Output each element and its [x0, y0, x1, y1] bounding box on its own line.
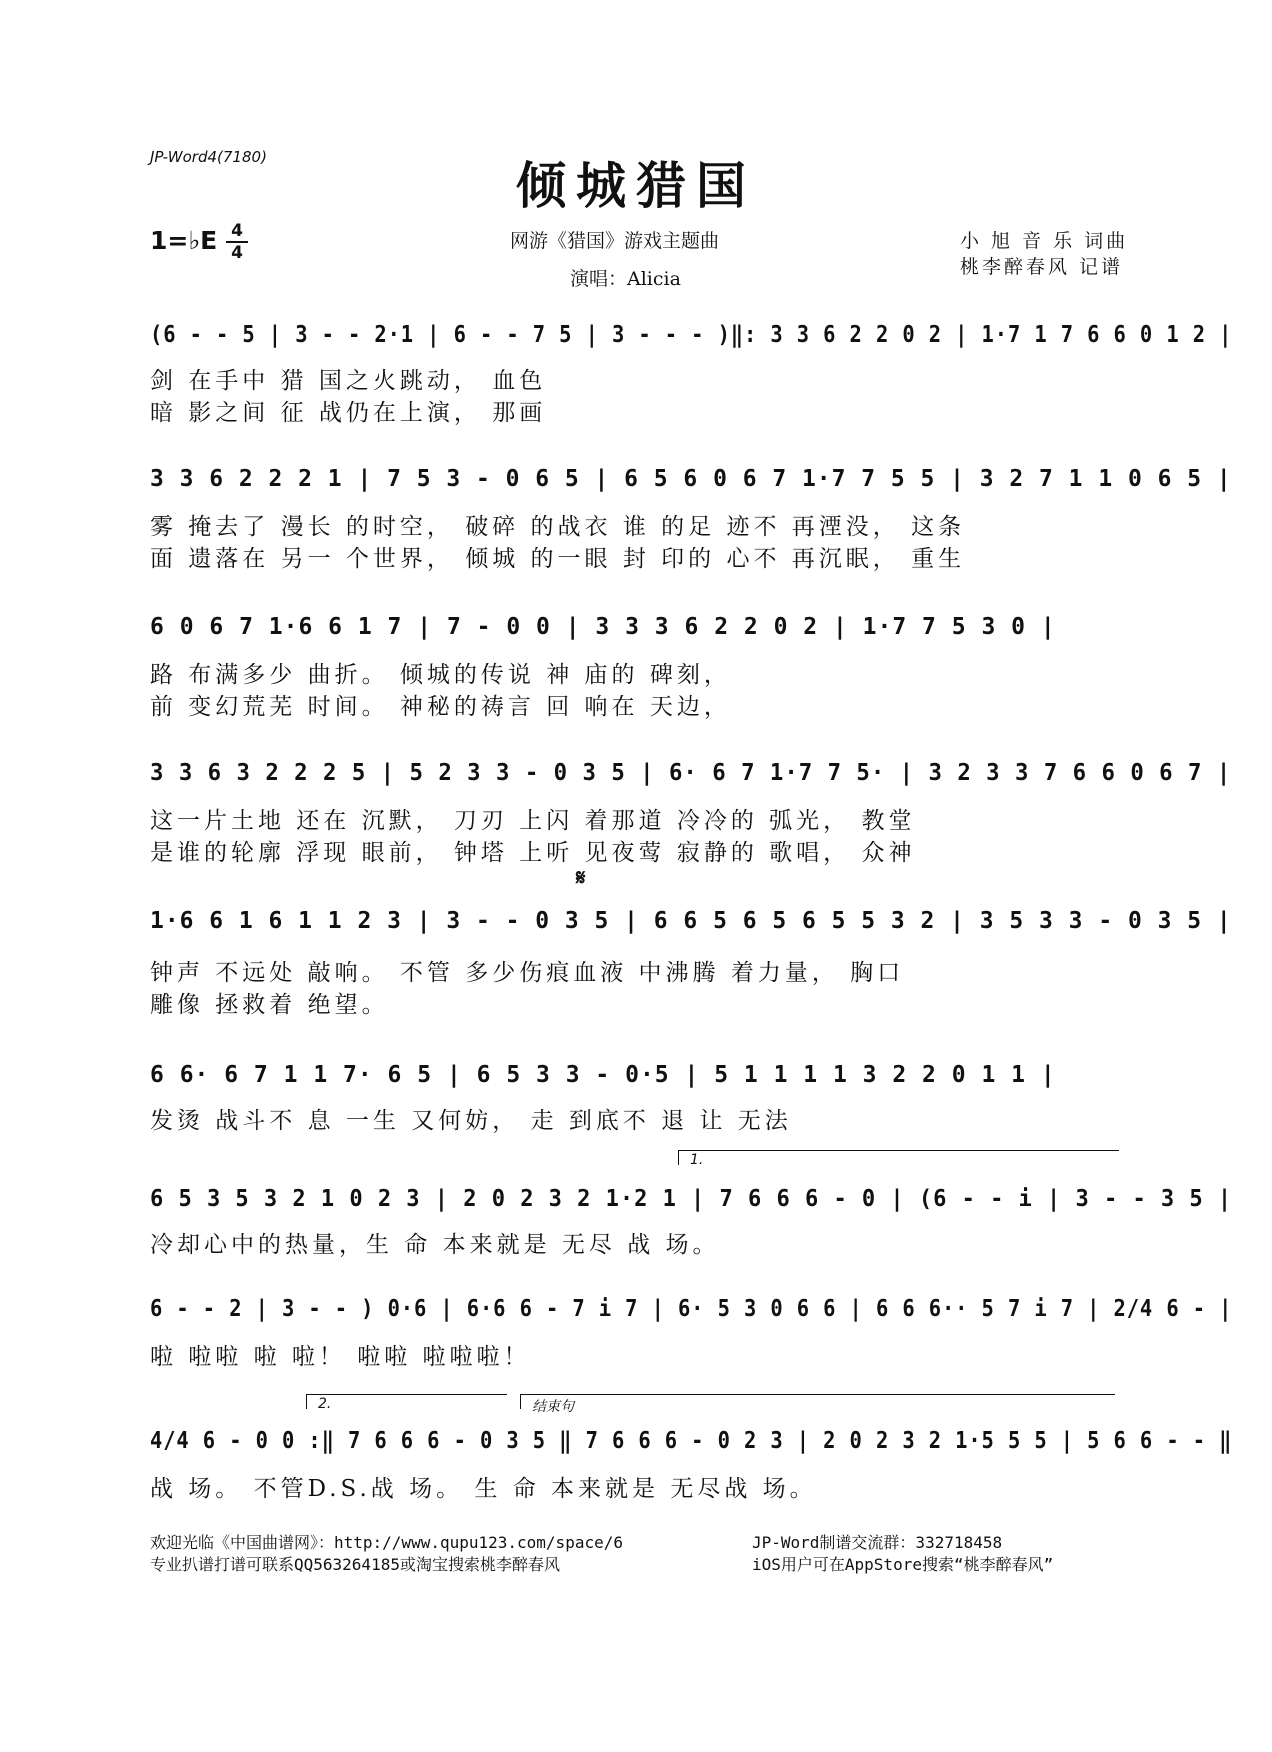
lyric-line-1b: 暗 影之间 征 战仍在上演， 那画 — [150, 400, 547, 426]
singer: 演唱：Alicia — [570, 268, 681, 290]
subtitle: 网游《猎国》游戏主题曲 — [510, 230, 720, 252]
staff-line-4: 3 3 6 3 2 2 2 5 | 5 2 3 3 - 0 3 5 | 6· 6 7 1·7 7 5· | 3 2 3 3 7 6 6 0 6 7 | — [150, 760, 1232, 786]
footer-ios: iOS用户可在AppStore搜索“桃李醉春风” — [752, 1555, 1054, 1574]
lyric-line-6a: 发烫 战斗不 息 一生 又何妨， 走 到底不 退 让 无法 — [150, 1108, 792, 1134]
key-signature: 1=♭E — [150, 226, 218, 255]
lyric-line-1a: 剑 在手中 猎 国之火跳动， 血色 — [150, 368, 547, 394]
lyric-line-4a: 这一片土地 还在 沉默， 刀刃 上闪 着那道 冷冷的 弧光， 教堂 — [150, 808, 916, 834]
coda-bracket — [520, 1394, 1115, 1409]
coda-label: 结束句 — [532, 1399, 574, 1415]
source-label: JP-Word4(7180) — [150, 148, 267, 166]
time-signature: 4 4 — [226, 222, 248, 262]
footer-site: 欢迎光临《中国曲谱网》：http://www.qupu123.com/space/6 — [150, 1533, 623, 1552]
staff-line-8: 6 - - 2 | 3 - - ) 0·6 | 6·6 6 - 7 i 7 | 6· 5 3 0 6 6 | 6 6 6·· 5 7 i 7 | 2/4 6 - | — [150, 1296, 1233, 1322]
lyric-line-2b: 面 遗落在 另一 个世界， 倾城 的一眼 封 印的 心不 再沉眠， 重生 — [150, 546, 966, 572]
staff-line-2: 3 3 6 2 2 2 1 | 7 5 3 - 0 6 5 | 6 5 6 0 6 7 1·7 7 5 5 | 3 2 7 1 1 0 6 5 | — [150, 466, 1232, 492]
segno-icon: 𝄋 — [576, 866, 586, 891]
first-ending-label: 1. — [690, 1152, 704, 1168]
footer-contact: 专业扒谱打谱可联系QQ563264185或淘宝搜索桃李醉春风 — [150, 1555, 560, 1574]
second-ending-bracket — [306, 1394, 507, 1409]
lyric-line-4b: 是谁的轮廓 浮现 眼前， 钟塔 上听 见夜莺 寂静的 歌唱， 众神 — [150, 840, 916, 866]
staff-line-9: 4/4 6 - 0 0 :‖ 7 6 6 6 - 0 3 5 ‖ 7 6 6 6 - 0 2 3 | 2 0 2 3 2 1·5 5 5 | 5 6 6 - - ‖ — [150, 1428, 1233, 1454]
lyric-line-8a: 啦 啦啦 啦 啦！ 啦啦 啦啦啦！ — [150, 1344, 531, 1370]
staff-line-6: 6 6· 6 7 1 1 7· 6 5 | 6 5 3 3 - 0·5 | 5 1 1 1 1 3 2 2 0 1 1 | — [150, 1062, 1056, 1088]
first-ending-bracket — [678, 1150, 1119, 1165]
lyric-line-2a: 雾 掩去了 漫长 的时空， 破碎 的战衣 谁 的足 迹不 再湮没， 这条 — [150, 514, 966, 540]
lyric-line-3a: 路 布满多少 曲折。 倾城的传说 神 庙的 碑刻， — [150, 662, 731, 688]
footer-group: JP-Word制谱交流群：332718458 — [752, 1533, 1003, 1552]
second-ending-label: 2. — [318, 1396, 332, 1412]
staff-line-1: (6 - - 5 | 3 - - 2·1 | 6 - - 7 5 | 3 - - - )‖: 3 3 6 2 2 0 2 | 1·7 1 7 6 6 0 1 2 | — [150, 322, 1233, 348]
lyric-line-5a: 钟声 不远处 敲响。 不管 多少伤痕血液 中沸腾 着力量， 胸口 — [150, 960, 905, 986]
lyric-line-9a: 战 场。 不管D.S.战 场。 生 命 本来就是 无尽战 场。 — [150, 1476, 817, 1502]
staff-line-7: 6 5 3 5 3 2 1 0 2 3 | 2 0 2 3 2 1·2 1 | 7 6 6 6 - 0 | (6 - - i | 3 - - 3 5 | — [150, 1186, 1233, 1212]
lyric-line-7a: 冷却心中的热量，生 命 本来就是 无尽 战 场。 — [150, 1232, 720, 1258]
staff-line-3: 6 0 6 7 1·6 6 1 7 | 7 - 0 0 | 3 3 3 6 2 2 0 2 | 1·7 7 5 3 0 | — [150, 614, 1056, 640]
lyric-line-3b: 前 变幻荒芜 时间。 神秘的祷言 回 响在 天边， — [150, 694, 731, 720]
page-title: 倾城猎国 — [516, 156, 756, 215]
lyric-line-5b: 雕像 拯救着 绝望。 — [150, 992, 389, 1018]
staff-line-5: 1·6 6 1 6 1 1 2 3 | 3 - - 0 3 5 | 6 6 5 6 5 6 5 5 3 2 | 3 5 3 3 - 0 3 5 | — [150, 908, 1232, 934]
transcriber-credit: 桃李醉春风 记谱 — [960, 256, 1124, 278]
composer-credit: 小 旭 音 乐 词曲 — [960, 230, 1129, 252]
